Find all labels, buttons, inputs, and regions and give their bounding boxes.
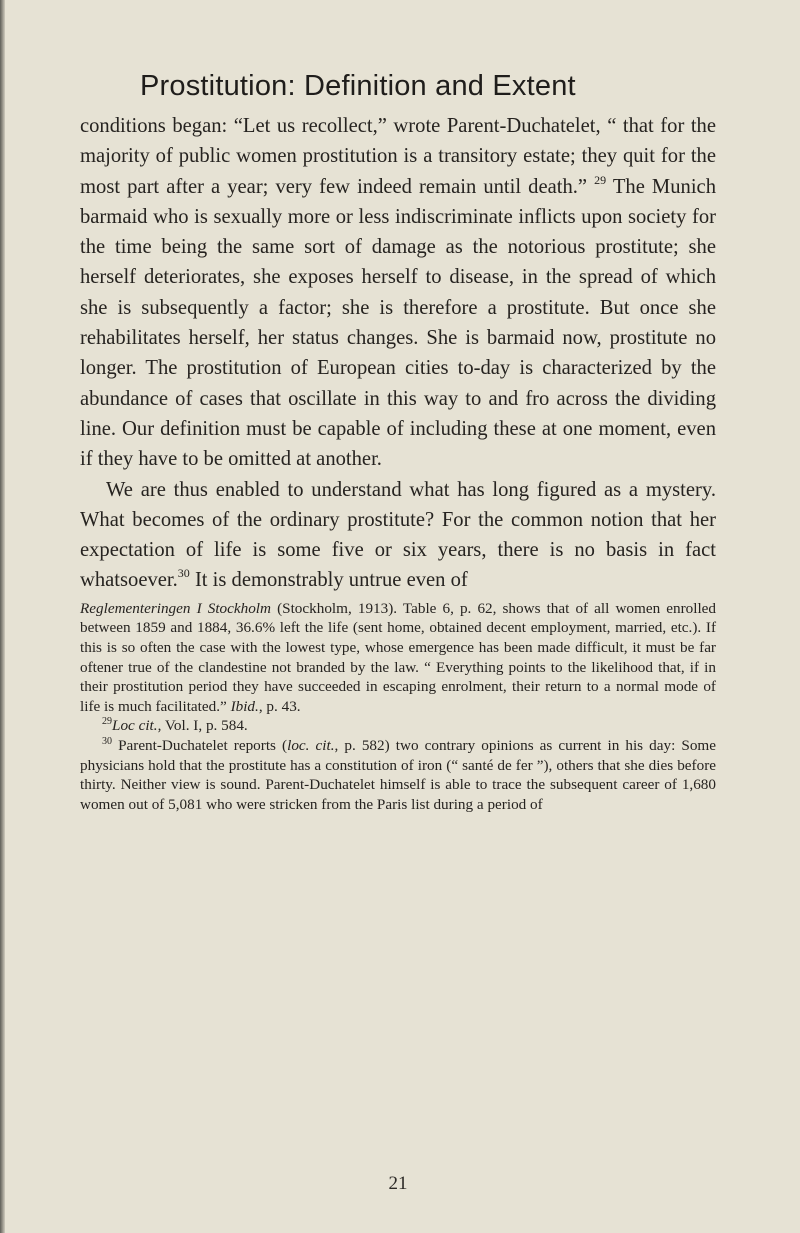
footnote-ibid: Ibid.: [230, 697, 259, 715]
book-page: [80, 70, 717, 1194]
footnote-30-text-b: , p. 582) two contrary opinions as current in his day: Some physicians hold that the prostitute has a constitution of iron (“ santé de fer ”), others that she dies before thirty. Neither view is sound. Parent-Duchatelet himself is able to trace the subsequent career of 1,680 women out of 5,081 who were stricken from the Paris list during a period of: [80, 736, 716, 813]
footnotes: [80, 599, 716, 815]
footnote-continued-text: (Stockholm, 1913). Table 6, p. 62, shows that of all women enrolled between 1859 and 1884, 36.6% left the life (sent home, obtained decent employment, married, etc.). If this is so often the case with the lowest type, whose emergence has been made difficult, it must be far oftener true of the clandestine not branded by the law. “ Everything points to the likelihood that, if in their prostitution period they have succeeded in escaping enrolment, their return to a normal mode of life is much facilitated.”: [80, 599, 717, 715]
footnote-ibid-page: , p. 43.: [258, 697, 301, 715]
paragraph-2: [80, 475, 716, 596]
running-head: Prostitution: Definition and Extent: [140, 70, 576, 102]
footnote-30-cite: loc. cit.: [287, 736, 335, 754]
footnote-continued: [80, 599, 716, 717]
paragraph-2-text-a: We are thus enabled to understand what has long figured as a mystery. What becomes of the ordinary prostitute? For the common notion that her expectation of life is some five or six years, there is no basis in fact whatsoever.: [80, 478, 716, 592]
footnote-29-number: 29: [102, 716, 112, 728]
footnote-source-title: Reglementeringen I Stockholm: [80, 599, 271, 617]
footnote-ref-30[interactable]: 30: [177, 566, 190, 581]
body-text: [80, 111, 716, 596]
paragraph-1-text-b: The Munich barmaid who is sexually more or less indiscriminate inflicts upon society for the time being the same sort of damage as the notorious prostitute; she herself deteriorates, she exposes herself to disease, in the spread of which she is subsequently a factor; she is therefore a prostitute. But once she rehabilitates herself, her status changes. She is barmaid now, prostitute no longer. The prostitution of European cities to-day is characterized by the abundance of cases that oscillate in this way to and fro across the dividing line. Our definition must be capable of including these at one moment, even if they have to be omitted at another.: [80, 175, 716, 471]
footnote-29-text: , Vol. I, p. 584.: [157, 717, 248, 735]
footnote-30: [80, 736, 716, 814]
footnote-29-cite: Loc cit.: [112, 717, 158, 735]
paragraph-1-text-a: conditions began: “Let us recollect,” wrote Parent-Duchatelet, “ that for the majority of public women prostitution is a transitory estate; they quit for the most part after a year; very few indeed remain until death.”: [80, 115, 716, 198]
footnote-29: [80, 716, 716, 736]
page-number: 21: [388, 1173, 408, 1194]
page-binding-edge: [0, 0, 5, 1233]
paragraph-1: [80, 111, 716, 475]
footnote-30-number: 30: [102, 735, 112, 747]
footnote-ref-29[interactable]: 29: [594, 172, 607, 187]
footnote-30-text-a: Parent-Duchatelet reports (: [112, 736, 288, 754]
paragraph-2-text-b: It is demonstrably untrue even of: [189, 569, 468, 592]
